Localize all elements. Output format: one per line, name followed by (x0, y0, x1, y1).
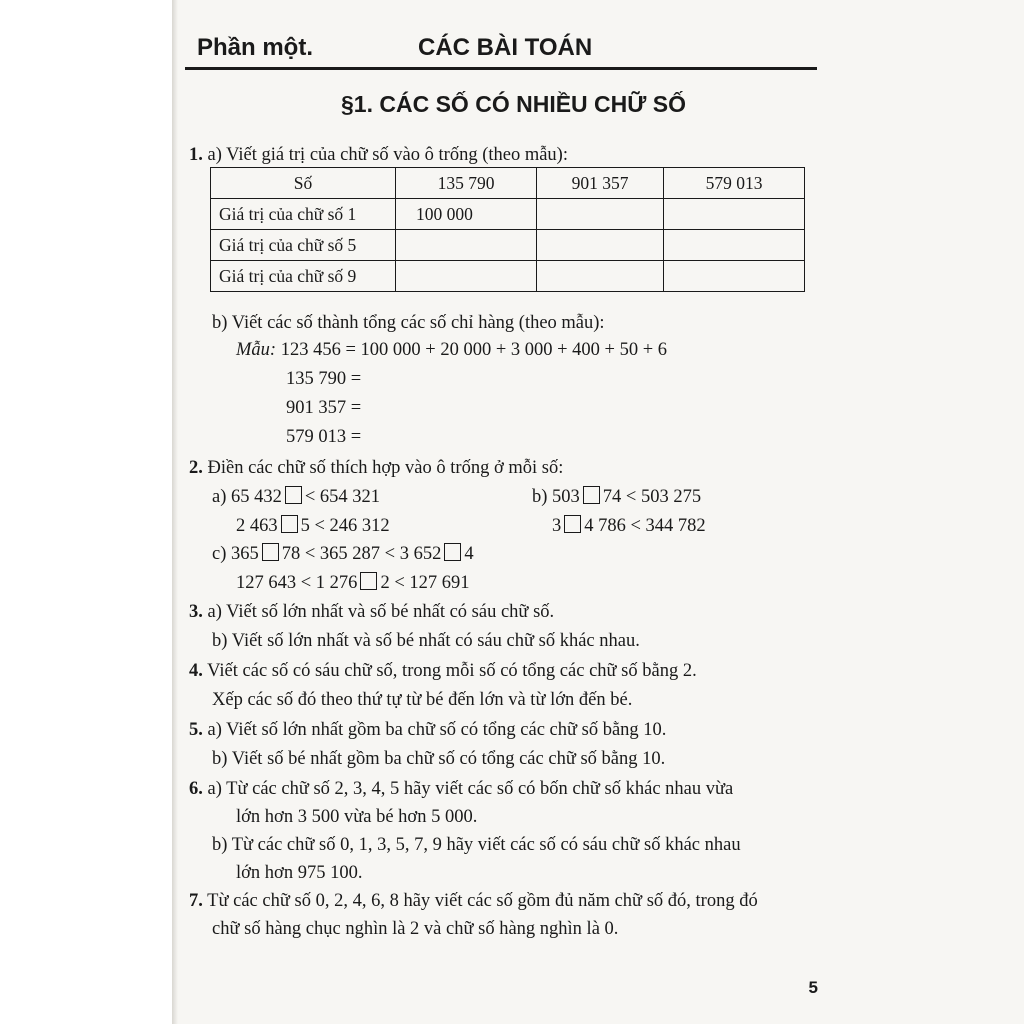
inequality-b1 (532, 486, 701, 508)
inequality-text: 2 < 127 691 (380, 573, 470, 593)
inequality-c2 (236, 572, 470, 594)
problem-1-b: b) Viết các số thành tổng các số chỉ hàng (theo mẫu): (212, 313, 605, 333)
table-cell (664, 261, 805, 292)
inequality-text: 78 < 365 287 < 3 652 (281, 544, 442, 564)
table-row (211, 261, 805, 292)
table-header-row (211, 168, 805, 199)
problem-number: 2. (189, 458, 203, 478)
problem-2 (189, 457, 563, 479)
inequality-text: 2 463 (236, 516, 278, 536)
answer-line: 579 013 = (286, 427, 362, 447)
part-label: Phần một. (197, 34, 314, 61)
table-cell (664, 199, 805, 230)
inequality-a2 (236, 515, 390, 537)
problem-number: 1. (189, 145, 203, 165)
inequality-text: 4 786 < 344 782 (584, 516, 706, 536)
section-title: §1. CÁC SỐ CÓ NHIỀU CHỮ SỐ (341, 91, 686, 117)
problem-3-b: b) Viết số lớn nhất và số bé nhất có sáu chữ số khác nhau. (212, 631, 640, 651)
problem-5-a (189, 719, 666, 741)
page-gutter-shadow (172, 0, 178, 1024)
inequality-a1 (212, 486, 380, 508)
inequality-text: b) 503 (532, 487, 580, 507)
problem-4-text: Viết các số có sáu chữ số, trong mỗi số có tổng các chữ số bằng 2. (207, 661, 697, 681)
problem-6-b2: lớn hơn 975 100. (236, 863, 363, 883)
problem-4-line2: Xếp các số đó theo thứ tự từ bé đến lớn và từ lớn đến bé. (212, 690, 633, 710)
page-number: 5 (808, 978, 818, 997)
answer-line: 135 790 = (286, 369, 362, 389)
inequality-text: < 654 321 (304, 487, 381, 507)
inequality-text: 4 (464, 544, 474, 564)
problem-7-text: Từ các chữ số 0, 2, 4, 6, 8 hãy viết các số gồm đủ năm chữ số đó, trong đó (207, 891, 758, 911)
problem-5-b: b) Viết số bé nhất gồm ba chữ số có tổng các chữ số bằng 10. (212, 749, 666, 769)
problem-number: 3. (189, 602, 203, 622)
table-row-label: Giá trị của chữ số 9 (211, 261, 396, 292)
table-row-label: Giá trị của chữ số 5 (211, 230, 396, 261)
problem-7-line1 (189, 890, 758, 912)
inequality-text: 127 643 < 1 276 (236, 573, 358, 593)
digit-box[interactable] (281, 515, 298, 533)
table-cell (396, 230, 537, 261)
digit-box[interactable] (285, 486, 302, 504)
inequality-b2 (552, 515, 706, 537)
table-cell (537, 261, 664, 292)
example-label: Mẫu: (236, 340, 277, 360)
table-cell (537, 199, 664, 230)
digit-box[interactable] (564, 515, 581, 533)
inequality-c1 (212, 543, 474, 565)
digit-value-table (210, 167, 805, 292)
digit-box[interactable] (360, 572, 377, 590)
problem-3-a (189, 601, 554, 623)
problem-5-a-text: a) Viết số lớn nhất gồm ba chữ số có tổng các chữ số bằng 10. (207, 720, 667, 740)
header-rule (185, 67, 817, 70)
inequality-text: 3 (552, 516, 562, 536)
table-row-label: Giá trị của chữ số 1 (211, 199, 396, 230)
table-header-cell: 901 357 (537, 168, 664, 199)
example-text: 123 456 = 100 000 + 20 000 + 3 000 + 400 + 50 + 6 (280, 340, 668, 360)
digit-box[interactable] (262, 543, 279, 561)
table-header-cell: Số (211, 168, 396, 199)
example-line (236, 339, 667, 361)
problem-number: 6. (189, 779, 203, 799)
inequality-text: a) 65 432 (212, 487, 282, 507)
table-cell (664, 230, 805, 261)
problem-6-a2: lớn hơn 3 500 vừa bé hơn 5 000. (236, 807, 478, 827)
digit-box[interactable] (444, 543, 461, 561)
problem-6-a1 (189, 778, 733, 800)
table-header-cell: 135 790 (396, 168, 537, 199)
answer-line: 901 357 = (286, 398, 362, 418)
problem-number: 4. (189, 661, 203, 681)
problem-3-a-text: a) Viết số lớn nhất và số bé nhất có sáu chữ số. (207, 602, 555, 622)
table-row (211, 230, 805, 261)
table-cell (537, 230, 664, 261)
problem-7-line2: chữ số hàng chục nghìn là 2 và chữ số hàng nghìn là 0. (212, 919, 619, 939)
part-title: CÁC BÀI TOÁN (418, 34, 593, 61)
inequality-text: c) 365 (212, 544, 259, 564)
problem-1-a (189, 144, 568, 166)
problem-2-text: Điền các chữ số thích hợp vào ô trống ở mỗi số: (207, 458, 564, 478)
problem-number: 7. (189, 891, 203, 911)
inequality-text: 5 < 246 312 (300, 516, 390, 536)
table-row (211, 199, 805, 230)
table-cell (396, 261, 537, 292)
digit-box[interactable] (583, 486, 600, 504)
table-cell: 100 000 (396, 199, 537, 230)
problem-1-a-text: a) Viết giá trị của chữ số vào ô trống (theo mẫu): (207, 145, 568, 165)
inequality-text: 74 < 503 275 (602, 487, 702, 507)
table-header-cell: 579 013 (664, 168, 805, 199)
problem-4-line1 (189, 660, 697, 682)
problem-number: 5. (189, 720, 203, 740)
problem-6-a-text: a) Từ các chữ số 2, 3, 4, 5 hãy viết các số có bốn chữ số khác nhau vừa (207, 779, 734, 799)
problem-6-b1: b) Từ các chữ số 0, 1, 3, 5, 7, 9 hãy viết các số có sáu chữ số khác nhau (212, 835, 741, 855)
